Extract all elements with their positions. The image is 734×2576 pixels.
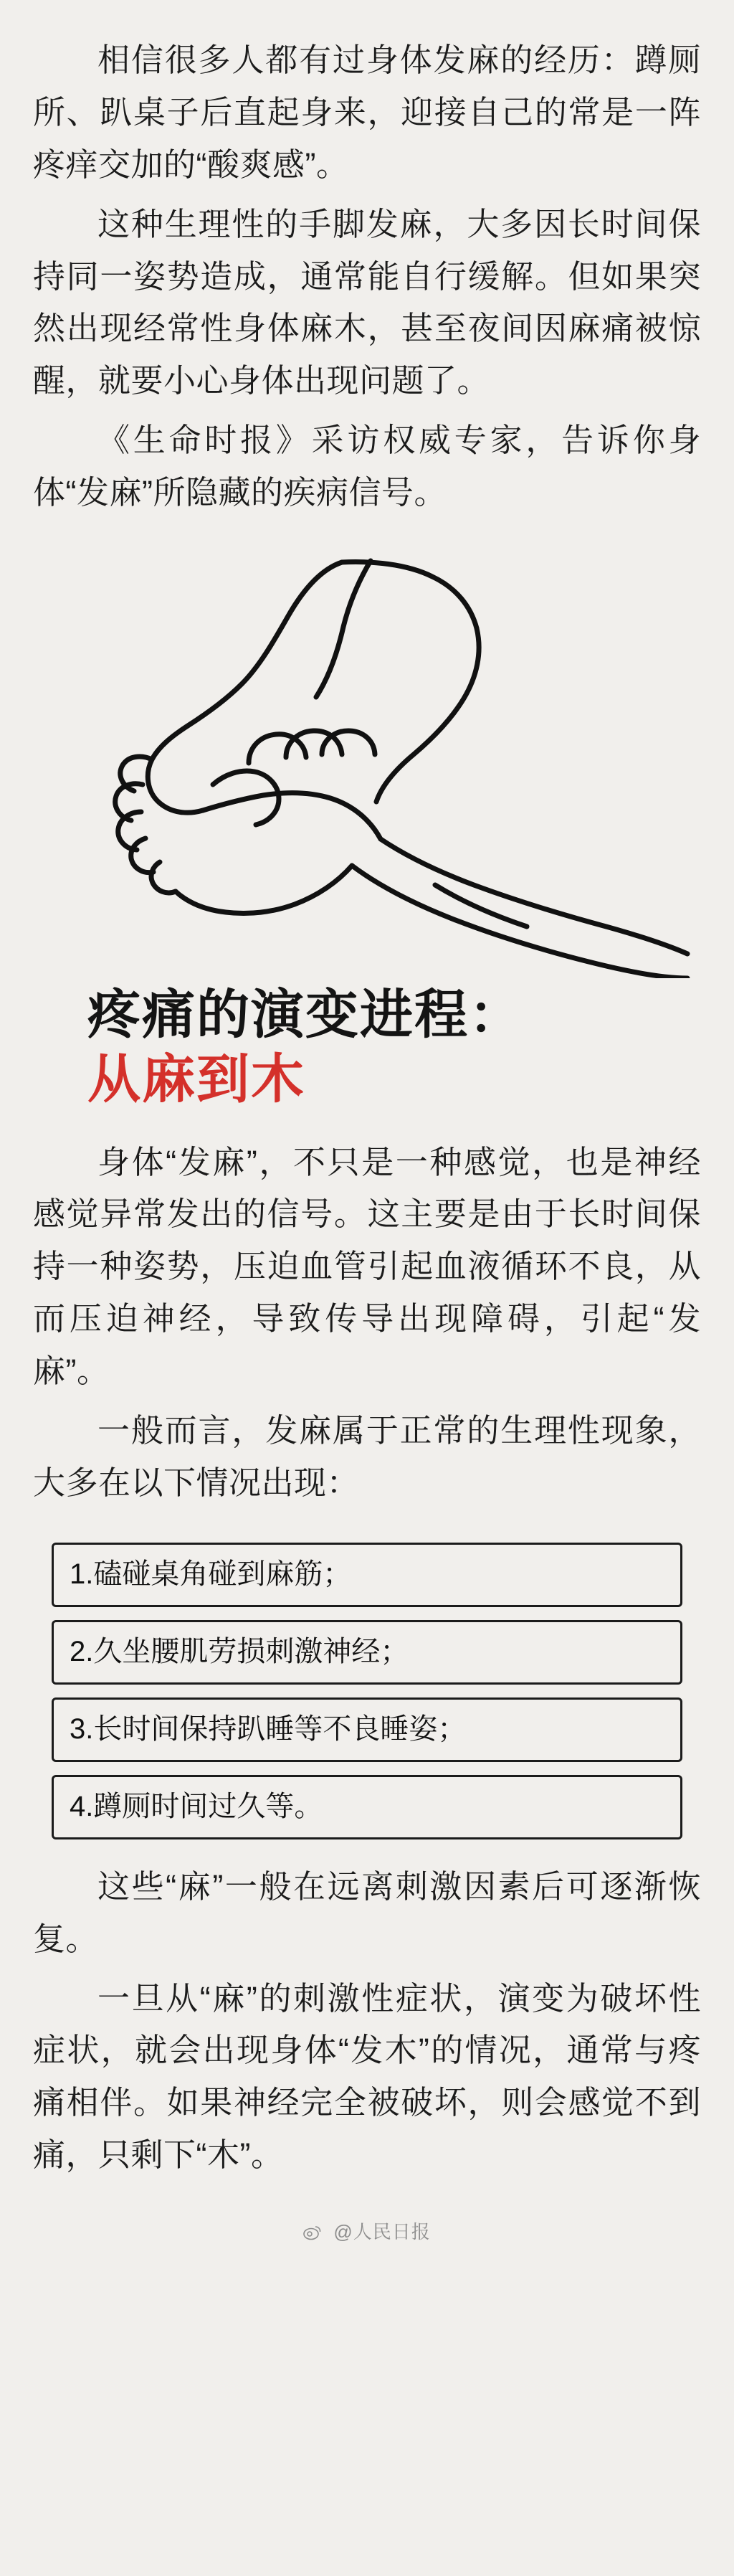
headline-line-1: 疼痛的演变进程：: [87, 984, 523, 1046]
paragraph-intro-1: 相信很多人都有过身体发麻的经历：蹲厕所、趴桌子后直起身来，迎接自己的常是一阵疼痒交加的“酸爽感”。: [33, 42, 701, 183]
weibo-icon: [303, 2225, 322, 2240]
cause-list: [33, 1543, 701, 1839]
paragraph-body-3: 这些“麻”一般在远离刺激因素后可逐渐恢复。: [33, 1867, 701, 1957]
list-item: 3.长时间保持趴睡等不良睡姿；: [52, 1697, 682, 1762]
section-headline: [33, 982, 701, 1112]
paragraph-intro-3: 《生命时报》采访权威专家，告诉你身体“发麻”所隐藏的疾病信号。: [33, 422, 701, 511]
paragraph-body-4: 一旦从“麻”的刺激性症状，演变为破坏性症状，就会出现身体“发木”的情况，通常与疼痛相伴。如果神经完全被破坏，则会感觉不到痛，只剩下“木”。: [33, 1979, 701, 2174]
source-label: @人民日报: [333, 2221, 431, 2243]
headline-line-2: 从麻到木: [87, 1048, 305, 1111]
hand-foot-illustration: [33, 548, 701, 978]
paragraph-intro-2: 这种生理性的手脚发麻，大多因长时间保持同一姿势造成，通常能自行缓解。但如果突然出现经常性身体麻木，甚至夜间因麻痛被惊醒，就要小心身体出现问题了。: [33, 205, 701, 399]
paragraph-body-2: 一般而言，发麻属于正常的生理性现象，大多在以下情况出现：: [33, 1412, 701, 1501]
paragraph-body-1: 身体“发麻”，不只是一种感觉，也是神经感觉异常发出的信号。这主要是由于长时间保持一种姿势，压迫血管引起血液循环不良，从而压迫神经，导致传导出现障碍，引起“发麻”。: [33, 1143, 701, 1390]
list-item: 1.磕碰桌角碰到麻筋；: [52, 1543, 682, 1607]
list-item: 4.蹲厕时间过久等。: [52, 1775, 682, 1839]
list-item: 2.久坐腰肌劳损刺激神经；: [52, 1620, 682, 1685]
source-credit: [33, 2189, 701, 2263]
